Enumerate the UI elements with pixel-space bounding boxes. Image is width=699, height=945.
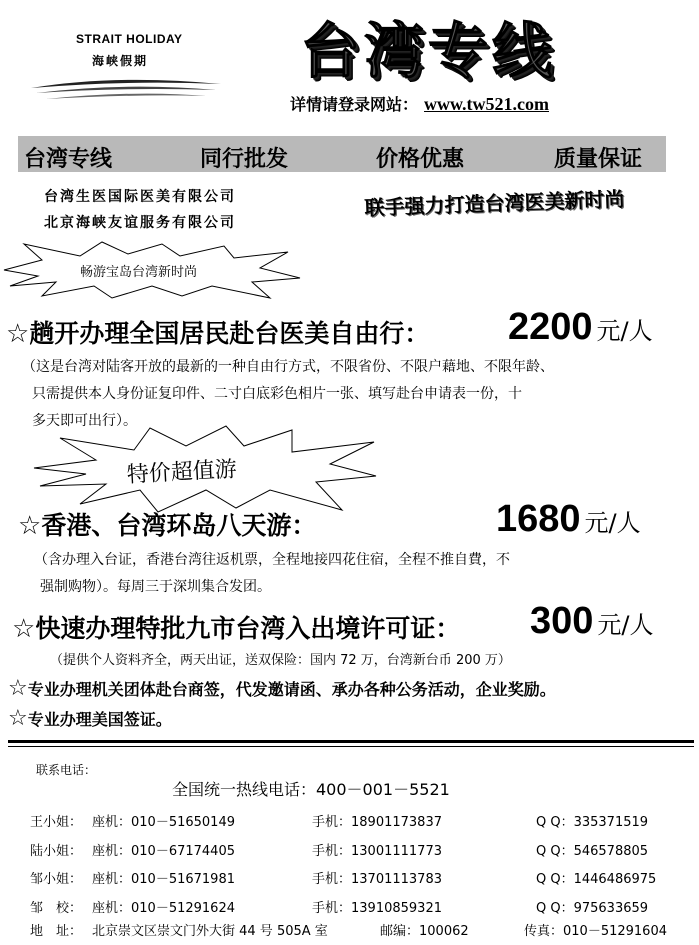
address-row [30, 920, 695, 938]
contact-name: 邹小姐： [30, 872, 83, 887]
contact-landline: 座机：010－67174405 [92, 844, 235, 859]
price-value-2: 1680 [496, 498, 581, 540]
website-label: 详情请登录网站： [290, 95, 419, 114]
band-item-taiwan-line: 台湾专线 [24, 147, 113, 172]
slogan: 联手强力打造台湾医美新时尚 [364, 186, 625, 220]
contact-qq: Q Q：546578805 [536, 844, 649, 859]
price-unit-3: 元/人 [597, 611, 654, 639]
contact-qq: Q Q：335371519 [536, 815, 649, 830]
contact-label: 联系电话： [36, 763, 97, 777]
hotline: 全国统一热线电话：400－001－5521 [172, 780, 450, 799]
website-link[interactable]: www.tw521.com [424, 94, 549, 114]
service-text-1: 专业办理机关团体赴台商签，代发邀请函、承办各种公务活动，企业奖励。 [27, 680, 556, 699]
postcode: 邮编：100062 [380, 924, 469, 939]
star-icon: ☆ [18, 511, 42, 541]
logo-chinese-text: 海峡假期 [92, 54, 149, 68]
service-text-2: 专业办理美国签证。 [27, 710, 172, 729]
address-value: 北京崇文区崇文门外大街 44 号 505A 室 [92, 924, 328, 939]
price-unit-1: 元/人 [596, 317, 653, 345]
contact-mobile: 手机：13701113783 [312, 872, 442, 887]
company-name-1: 台湾生医国际医美有限公司 [44, 189, 236, 205]
burst-text-2: 特价超值游 [126, 457, 238, 488]
band-item-wholesale: 同行批发 [200, 147, 289, 172]
service-item-1 [8, 676, 556, 701]
offer-price-3 [530, 600, 654, 643]
offer-price-1 [508, 306, 653, 349]
contact-landline: 座机：010－51650149 [92, 815, 235, 830]
contact-landline: 座机：010－51671981 [92, 872, 235, 887]
contact-qq: Q Q：1446486975 [536, 872, 657, 887]
logo-english-text: STRAIT HOLIDAY [76, 32, 183, 46]
band-item-price: 价格优惠 [376, 147, 465, 172]
offer-title-1: 趟开办理全国居民赴台医美自由行： [29, 319, 430, 348]
contact-row [30, 897, 690, 915]
price-unit-2: 元/人 [584, 509, 641, 537]
website-line [290, 92, 549, 115]
offer-desc-1-line-1: （这是台湾对陆客开放的最新的一种自由行方式，不限省份、不限户藉地、不限年龄、 [22, 359, 554, 375]
contact-mobile: 手机：18901173837 [312, 815, 442, 830]
price-value-1: 2200 [508, 306, 593, 348]
offer-desc-1-line-3: 多天即可出行）。 [32, 413, 137, 429]
offer-price-2 [496, 498, 641, 541]
offer-title-3: 快速办理特批九市台湾入出境许可证： [35, 614, 461, 643]
price-value-3: 300 [530, 600, 594, 642]
offer-item-1 [6, 314, 429, 350]
contact-mobile: 手机：13910859321 [312, 901, 442, 916]
contact-row [30, 868, 690, 886]
contact-name: 邹 校： [30, 901, 83, 916]
star-icon: ☆ [6, 319, 30, 349]
contact-mobile: 手机：13001111773 [312, 844, 442, 859]
feature-band [18, 136, 666, 172]
contact-row [30, 840, 690, 858]
divider-thin [8, 746, 694, 747]
offer-desc-2-line-1: （含办理入台证，香港台湾往返机票，全程地接四花住宿，全程不推自費，不 [34, 552, 510, 568]
offer-desc-3-line-1: （提供个人资料齐全，两天出证，送双保险：国内 72 万，台湾新台币 200 万） [50, 653, 511, 668]
company-name-2: 北京海峡友谊服务有限公司 [44, 215, 236, 231]
page-title: 台湾专线 [300, 17, 556, 87]
contact-name: 陆小姐： [30, 844, 83, 859]
offer-item-3 [12, 609, 460, 645]
contact-name: 王小姐： [30, 815, 83, 830]
star-icon: ☆ [8, 706, 28, 731]
offer-title-2: 香港、台湾环岛八天游： [41, 511, 317, 540]
service-item-2 [8, 706, 172, 731]
offer-desc-1-line-2: 只需提供本人身份证复印件、二寸白底彩色相片一张、填写赴台申请表一份，十 [32, 386, 522, 402]
band-item-quality: 质量保证 [554, 147, 643, 172]
contact-landline: 座机：010－51291624 [92, 901, 235, 916]
contact-qq: Q Q：975633659 [536, 901, 649, 916]
divider-thick [8, 740, 694, 743]
contact-row [30, 811, 690, 829]
burst-text-1: 畅游宝岛台湾新时尚 [80, 265, 198, 280]
offer-desc-2-line-2: 强制购物）。每周三于深圳集合发团。 [40, 579, 271, 595]
offer-item-2 [18, 506, 316, 542]
address-label: 地 址： [30, 924, 83, 939]
star-icon: ☆ [12, 614, 36, 644]
fax: 传真：010－51291604 [524, 924, 667, 939]
star-icon: ☆ [8, 676, 28, 701]
logo-swoosh-icon [26, 74, 226, 104]
